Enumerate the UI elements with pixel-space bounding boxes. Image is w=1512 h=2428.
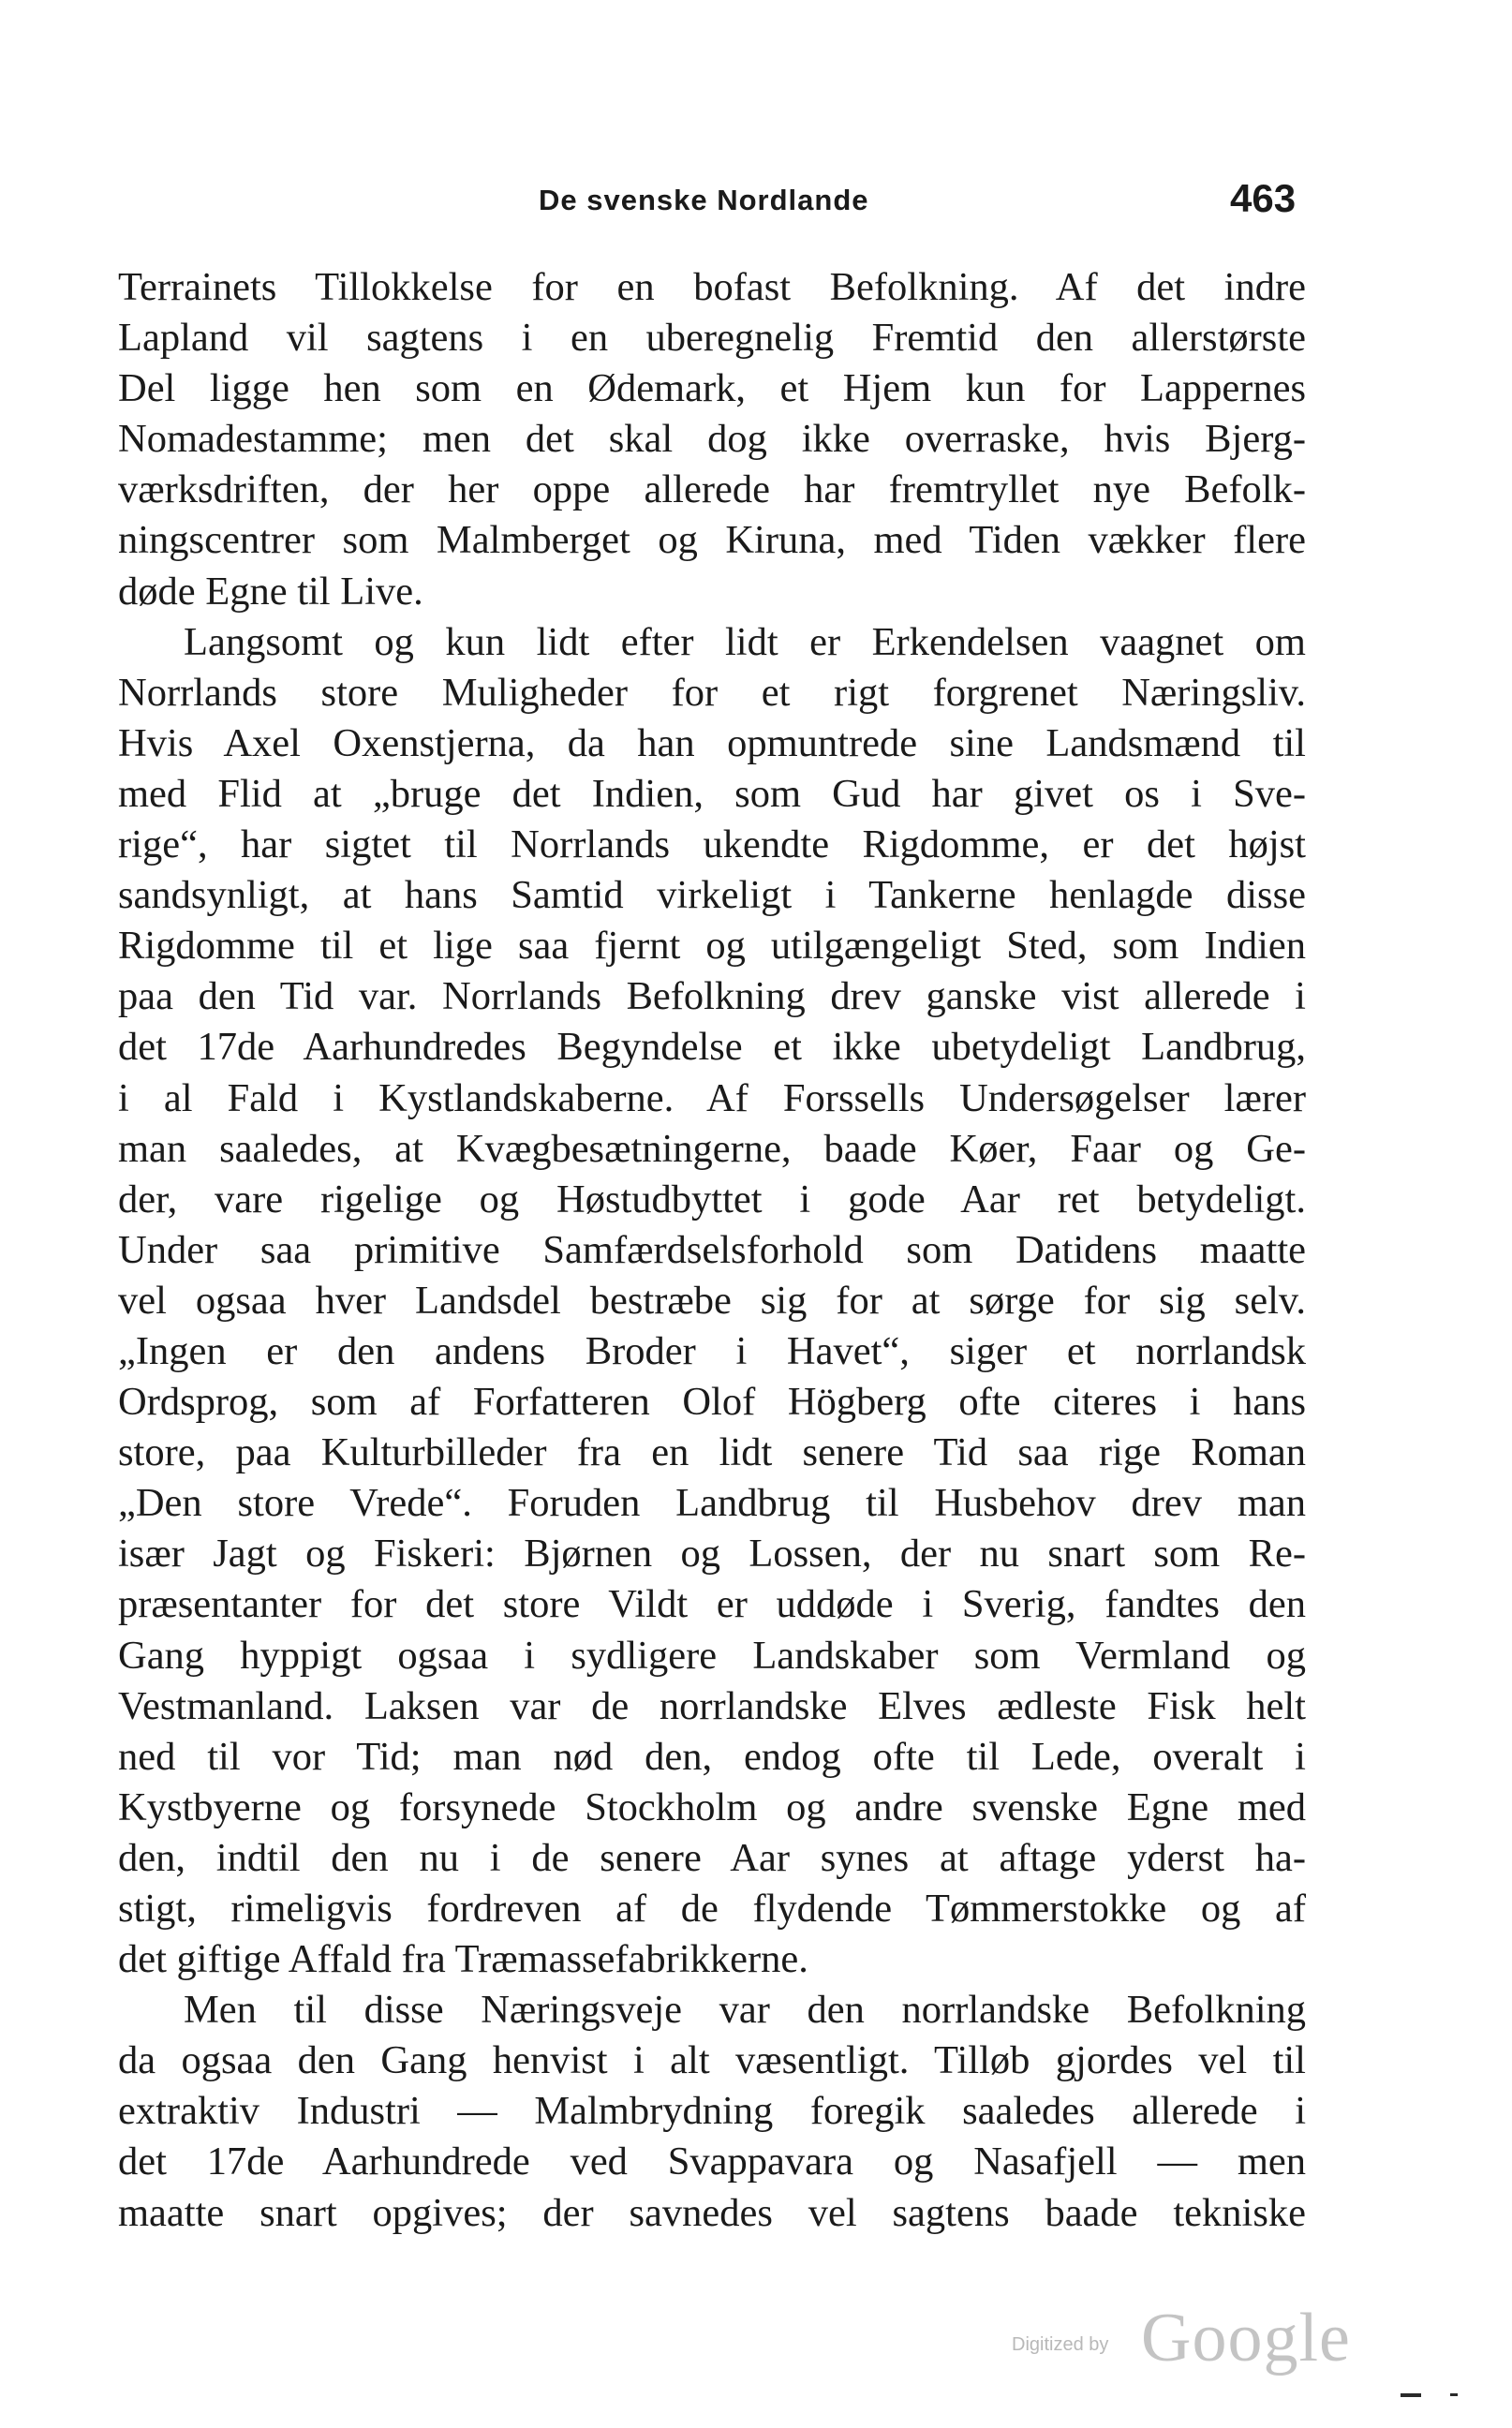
text-line: Under saa primitive Samfærdselsforhold som Datidens maatte — [118, 1227, 1306, 1272]
running-title: De svenske Nordlande — [539, 184, 869, 216]
text-line: den, indtil den nu i de senere Aar synes at aftage yderst ha- — [118, 1835, 1306, 1880]
text-line: ned til vor Tid; man nød den, endog ofte til Lede, overalt i — [118, 1734, 1306, 1779]
body-text — [118, 262, 1306, 2239]
text-line: med Flid at „bruge det Indien, som Gud har givet os i Sve- — [118, 771, 1306, 816]
text-line: vel ogsaa hver Landsdel bestræbe sig for at sørge for sig selv. — [118, 1278, 1306, 1323]
text-line: da ogsaa den Gang henvist i alt væsentligt. Tilløb gjordes vel til — [118, 2038, 1306, 2083]
text-line: ningscentrer som Malmberget og Kiruna, med Tiden vækker flere — [118, 518, 1306, 563]
text-line: stigt, rimeligvis fordreven af de flydende Tømmerstokke og af — [118, 1887, 1306, 1931]
text-line: især Jagt og Fiskeri: Bjørnen og Lossen, der nu snart som Re- — [118, 1532, 1306, 1577]
scan-mark-left — [1401, 2393, 1421, 2397]
text-line: store, paa Kulturbilleder fra en lidt senere Tid saa rige Roman — [118, 1430, 1306, 1475]
page-number: 463 — [1230, 176, 1297, 220]
text-line: døde Egne til Live. — [118, 569, 423, 614]
text-line: Kystbyerne og forsynede Stockholm og andre svenske Egne med — [118, 1784, 1306, 1829]
paragraph-start: Langsomt og kun lidt efter lidt er Erkendelsen vaagnet om — [184, 619, 1306, 664]
text-line: Lapland vil sagtens i en uberegnelig Fremtid den allerstørste — [118, 316, 1306, 361]
text-line: der, vare rigelige og Høstudbyttet i gode Aar ret betydeligt. — [118, 1177, 1306, 1221]
page-header — [0, 176, 1512, 232]
paragraph-start: Men til disse Næringsveje var den norrlandske Befolkning — [184, 1988, 1306, 2033]
text-line: Ordsprog, som af Forfatteren Olof Högberg ofte citeres i hans — [118, 1380, 1306, 1425]
text-line: det 17de Aarhundrede ved Svappavara og Nasafjell — men — [118, 2139, 1306, 2184]
text-line: extraktiv Industri — Malmbrydning foregik saaledes allerede i — [118, 2089, 1306, 2134]
text-line: sandsynligt, at hans Samtid virkeligt i Tankerne henlagde disse — [118, 873, 1306, 918]
google-watermark — [1012, 2299, 1351, 2376]
text-line: „Den store Vrede“. Foruden Landbrug til Husbehov drev man — [118, 1481, 1306, 1526]
text-line: Terrainets Tillokkelse for en bofast Befolkning. Af det indre — [118, 265, 1306, 309]
text-line: værksdriften, der her oppe allerede har fremtryllet nye Befolk- — [118, 467, 1306, 512]
text-line: præsentanter for det store Vildt er uddøde i Sverig, fandtes den — [118, 1582, 1306, 1627]
text-line: Gang hyppigt ogsaa i sydligere Landskaber som Vermland og — [118, 1633, 1306, 1678]
text-line: Del ligge hen som en Ødemark, et Hjem kun for Lappernes — [118, 366, 1306, 411]
scan-mark-right — [1450, 2393, 1458, 2396]
text-line: i al Fald i Kystlandskaberne. Af Forssells Undersøgelser lærer — [118, 1075, 1306, 1120]
text-line: Vestmanland. Laksen var de norrlandske Elves ædleste Fisk helt — [118, 1683, 1306, 1728]
text-line: Nomadestamme; men det skal dog ikke overraske, hvis Bjerg- — [118, 417, 1306, 462]
text-line: det 17de Aarhundredes Begyndelse et ikke ubetydeligt Landbrug, — [118, 1025, 1306, 1070]
watermark-small-text: Digitized by — [1012, 2334, 1109, 2355]
text-line: Norrlands store Muligheder for et rigt forgrenet Næringsliv. — [118, 670, 1306, 715]
text-line: Hvis Axel Oxenstjerna, da han opmuntrede sine Landsmænd til — [118, 720, 1306, 765]
text-line: maatte snart opgives; der savnedes vel sagtens baade tekniske — [118, 2190, 1306, 2235]
google-logo: Google — [1141, 2300, 1351, 2376]
text-line: „Ingen er den andens Broder i Havet“, siger et norrlandsk — [118, 1328, 1306, 1373]
text-line: man saaledes, at Kvægbesætningerne, baade Køer, Faar og Ge- — [118, 1126, 1306, 1171]
text-line: det giftige Affald fra Træmassefabrikkerne. — [118, 1937, 808, 1982]
text-line: Rigdomme til et lige saa fjernt og utilgængeligt Sted, som Indien — [118, 924, 1306, 969]
text-line: paa den Tid var. Norrlands Befolkning drev ganske vist allerede i — [118, 974, 1306, 1019]
text-line: rige“, har sigtet til Norrlands ukendte Rigdomme, er det højst — [118, 822, 1306, 867]
